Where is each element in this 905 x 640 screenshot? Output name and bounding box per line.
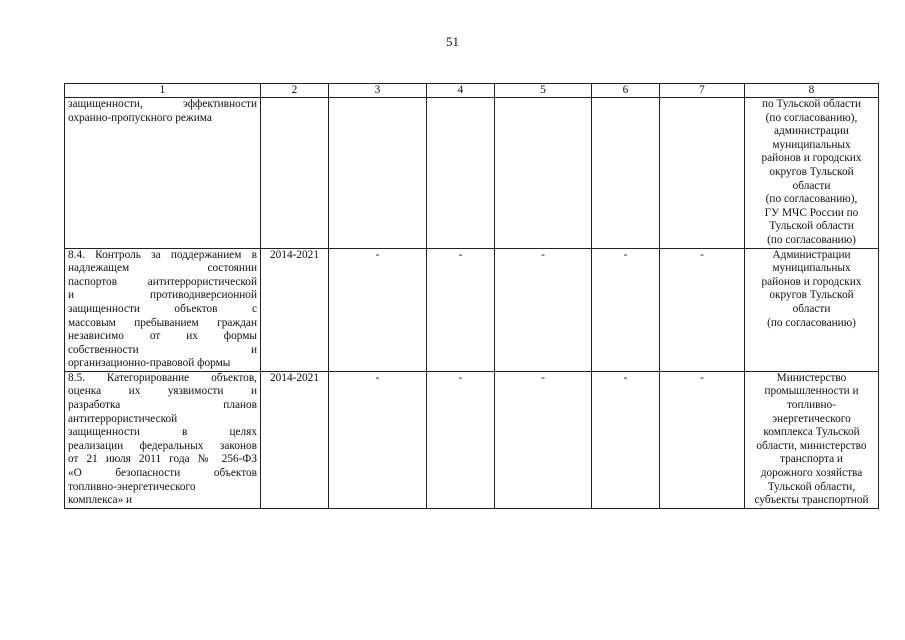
executor-line: (по согласованию),: [765, 111, 858, 124]
executor-line: комплекса Тульской: [763, 426, 860, 439]
executor-line: области: [792, 302, 831, 315]
table-row: [65, 248, 879, 371]
column-header: 1: [65, 84, 261, 98]
value-cell-c4: -: [427, 371, 495, 508]
measure-description-line: комплекса» и: [68, 494, 133, 507]
executor-line: округов Тульской: [769, 165, 854, 178]
executor-line: области, министерство: [756, 439, 867, 452]
measure-description-line: 8.5. Категорирование объектов,: [68, 371, 257, 384]
measure-description-line: охранно-пропускного режима: [68, 111, 212, 124]
period-cell: 2014-2021: [261, 248, 329, 371]
executor-line: округов Тульской: [769, 289, 854, 302]
executor-line: администрации: [774, 125, 849, 138]
measure-description-line: защищенности, эффективности: [68, 98, 257, 110]
executor-line: субъекты транспортной: [754, 494, 869, 507]
measure-description-cell: [65, 98, 261, 249]
measure-description-line: антитеррористической: [68, 412, 178, 425]
value-cell-c7: [660, 98, 745, 249]
measure-description-line: реализации федеральных законов: [68, 439, 257, 452]
value-cell-c5: [495, 98, 592, 249]
measure-description-line: паспортов антитеррористической: [68, 275, 257, 288]
column-header: 3: [329, 84, 427, 98]
value-cell-c6: [592, 98, 660, 249]
measure-description-line: топливно-энергетического: [68, 480, 196, 493]
period-cell: 2014-2021: [261, 371, 329, 508]
executor-line: энергетического: [772, 412, 851, 425]
executors-cell: [745, 371, 879, 508]
measure-description-line: оценка их уязвимости и: [68, 385, 257, 398]
column-header: 7: [660, 84, 745, 98]
measure-description-line: защищенности в целях: [68, 426, 257, 439]
page-number: 51: [446, 34, 459, 49]
value-cell-c3: [329, 98, 427, 249]
column-header: 5: [495, 84, 592, 98]
executor-line: транспорта и: [780, 453, 843, 466]
measure-description-line: и противодиверсионной: [68, 289, 257, 302]
value-cell-c6: -: [592, 248, 660, 371]
executor-line: (по согласованию): [767, 233, 856, 246]
value-cell-c4: -: [427, 248, 495, 371]
executor-line: районов и городских: [761, 275, 862, 288]
value-cell-c4: [427, 98, 495, 249]
measure-description-cell: [65, 371, 261, 508]
executor-line: муниципальных: [772, 262, 851, 275]
value-cell-c7: -: [660, 371, 745, 508]
executors-cell: [745, 248, 879, 371]
measure-description-line: массовым пребыванием граждан: [68, 316, 257, 329]
measure-description-line: «О безопасности объектов: [68, 467, 257, 480]
measure-description-line: надлежащем состоянии: [68, 262, 257, 275]
executor-line: топливно-: [787, 399, 836, 412]
value-cell-c5: -: [495, 248, 592, 371]
value-cell-c5: -: [495, 371, 592, 508]
column-header: 8: [745, 84, 879, 98]
value-cell-c6: -: [592, 371, 660, 508]
executor-line: Администрации: [772, 248, 851, 261]
measure-description-line: 8.4. Контроль за поддержанием в: [68, 248, 257, 261]
executor-line: районов и городских: [761, 152, 862, 165]
measure-description-line: от 21 июля 2011 года № 256-ФЗ: [68, 453, 257, 466]
measure-description-line: защищенности объектов с: [68, 302, 257, 315]
executor-line: ГУ МЧС России по: [764, 206, 859, 219]
measure-description-line: собственности и: [68, 343, 257, 356]
executor-line: дорожного хозяйства: [760, 467, 863, 480]
measure-description-line: независимо от их формы: [68, 330, 257, 343]
executor-line: Министерство: [776, 371, 847, 384]
executor-line: Тульской области: [769, 220, 854, 233]
value-cell-c3: -: [329, 371, 427, 508]
column-header: 4: [427, 84, 495, 98]
executor-line: (по согласованию): [767, 316, 856, 329]
column-header: 2: [261, 84, 329, 98]
measure-description-cell: [65, 248, 261, 371]
executors-cell: [745, 98, 879, 249]
executor-line: (по согласованию),: [765, 193, 858, 206]
executor-line: по Тульской области: [761, 98, 861, 110]
executor-line: Тульской области,: [767, 480, 856, 493]
table-row: [65, 371, 879, 508]
measure-description-line: разработка планов: [68, 399, 257, 412]
value-cell-c3: -: [329, 248, 427, 371]
executor-line: промышленности и: [764, 385, 859, 398]
column-header: 6: [592, 84, 660, 98]
measures-table: [64, 83, 879, 509]
executor-line: области: [792, 179, 831, 192]
executor-line: муниципальных: [772, 138, 851, 151]
value-cell-c7: -: [660, 248, 745, 371]
header-row: [65, 84, 879, 98]
measure-description-line: организационно-правовой формы: [68, 357, 231, 370]
table-row: [65, 98, 879, 249]
period-cell: [261, 98, 329, 249]
